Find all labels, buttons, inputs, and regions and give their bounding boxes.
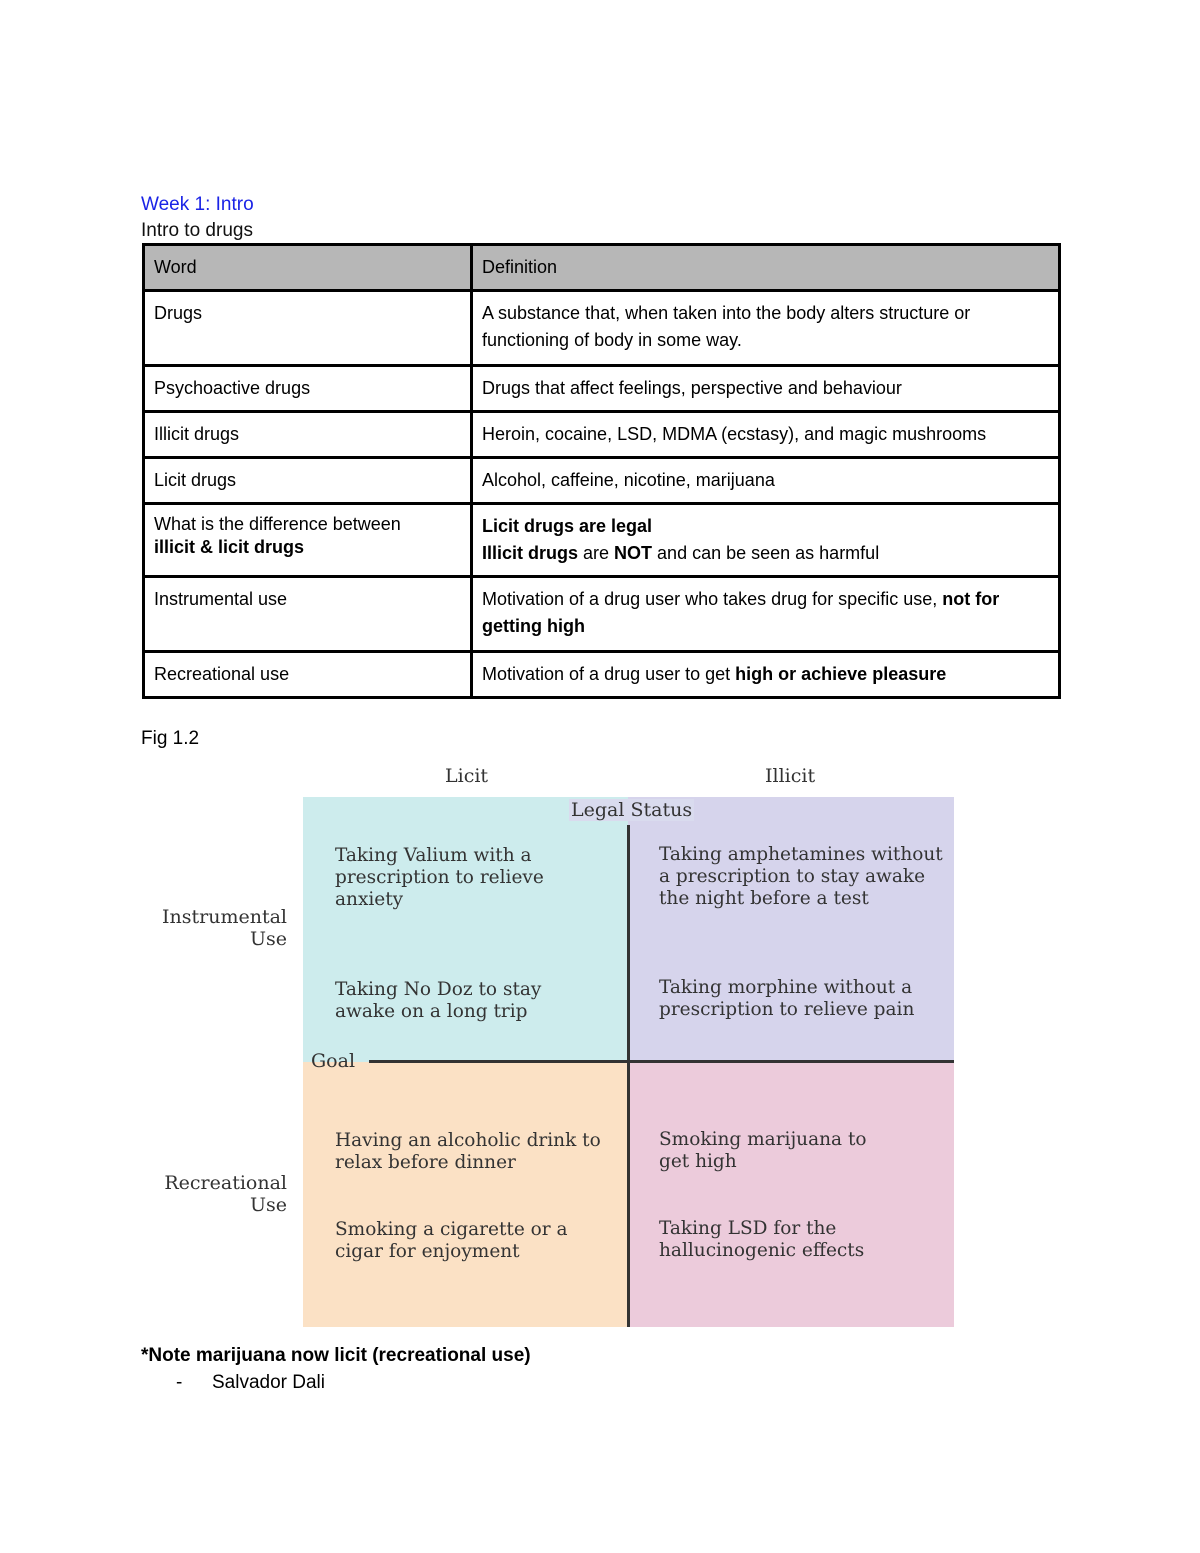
page-title: Week 1: Intro	[141, 194, 254, 215]
def-line1: Licit drugs are legal	[482, 516, 653, 536]
table-row	[144, 291, 1060, 366]
quadrant-illicit-recreational	[628, 1062, 954, 1327]
table-row	[144, 504, 1060, 577]
def-rest: and can be seen as harmful	[652, 543, 880, 563]
bullet-text: Salvador Dali	[212, 1372, 325, 1393]
table-row	[144, 366, 1060, 412]
def-illicit: Illicit drugs	[482, 543, 579, 563]
definition-cell	[472, 504, 1060, 577]
example-amphetamines: Taking amphetamines without a prescription to stay awake the night before a test	[659, 844, 943, 909]
term-cell: Psychoactive drugs	[144, 366, 472, 412]
goal-label: Goal	[311, 1050, 356, 1072]
def-bold: not for getting high	[482, 589, 1000, 636]
table-row	[144, 458, 1060, 504]
note-text: *Note marijuana now licit (recreational use)	[141, 1345, 531, 1366]
figure-label: Fig 1.2	[141, 728, 200, 749]
section-subtitle: Intro to drugs	[141, 220, 253, 241]
table-row	[144, 652, 1060, 698]
term-cell: Illicit drugs	[144, 412, 472, 458]
legal-status-label: Legal Status	[571, 799, 693, 821]
example-lsd: Taking LSD for the hallucinogenic effects	[659, 1218, 865, 1261]
horizontal-axis-line	[369, 1060, 954, 1063]
definitions-table	[142, 243, 1061, 699]
row-header-instrumental: Instrumental Use	[162, 906, 287, 950]
table-row	[144, 577, 1060, 652]
term-bold: illicit & licit drugs	[154, 537, 305, 557]
definition-cell: Alcohol, caffeine, nicotine, marijuana	[472, 458, 1060, 504]
table-row	[144, 412, 1060, 458]
term-prefix: What is the difference between	[154, 514, 401, 534]
term-cell	[144, 504, 472, 577]
bullet-dash: -	[176, 1372, 183, 1393]
list-item	[176, 1372, 325, 1394]
quadrant-licit-recreational	[303, 1062, 628, 1327]
def-not: NOT	[614, 543, 653, 563]
definition-cell: Drugs that affect feelings, perspective and behaviour	[472, 366, 1060, 412]
example-nodoz: Taking No Doz to stay awake on a long trip	[335, 979, 542, 1022]
def-are: are	[578, 543, 615, 563]
example-morphine: Taking morphine without a prescription to relieve pain	[659, 977, 915, 1020]
def-bold: high or achieve pleasure	[735, 664, 947, 684]
example-valium: Taking Valium with a prescription to relieve anxiety	[335, 845, 544, 910]
example-marijuana: Smoking marijuana to get high	[659, 1129, 867, 1172]
example-cigarette: Smoking a cigarette or a cigar for enjoyment	[335, 1219, 568, 1262]
header-word: Word	[144, 245, 472, 291]
term-cell: Licit drugs	[144, 458, 472, 504]
def-prefix: Motivation of a drug user who takes drug for specific use,	[482, 589, 943, 609]
column-header-licit: Licit	[445, 765, 489, 787]
column-header-illicit: Illicit	[765, 765, 816, 787]
row-header-recreational: Recreational Use	[164, 1172, 287, 1216]
header-definition: Definition	[472, 245, 1060, 291]
legal-status-figure	[155, 757, 965, 1337]
quadrant-illicit-instrumental	[628, 797, 954, 1062]
term-cell: Drugs	[144, 291, 472, 366]
example-alcohol: Having an alcoholic drink to relax before dinner	[335, 1130, 601, 1173]
definition-cell: Heroin, cocaine, LSD, MDMA (ecstasy), and magic mushrooms	[472, 412, 1060, 458]
term-cell: Recreational use	[144, 652, 472, 698]
def-prefix: Motivation of a drug user to get	[482, 664, 736, 684]
term-cell: Instrumental use	[144, 577, 472, 652]
definition-cell	[472, 577, 1060, 652]
definition-cell: A substance that, when taken into the body alters structure or functioning of body in some way.	[472, 291, 1060, 366]
definition-cell	[472, 652, 1060, 698]
table-header-row	[144, 245, 1060, 291]
vertical-axis-line	[627, 825, 630, 1327]
